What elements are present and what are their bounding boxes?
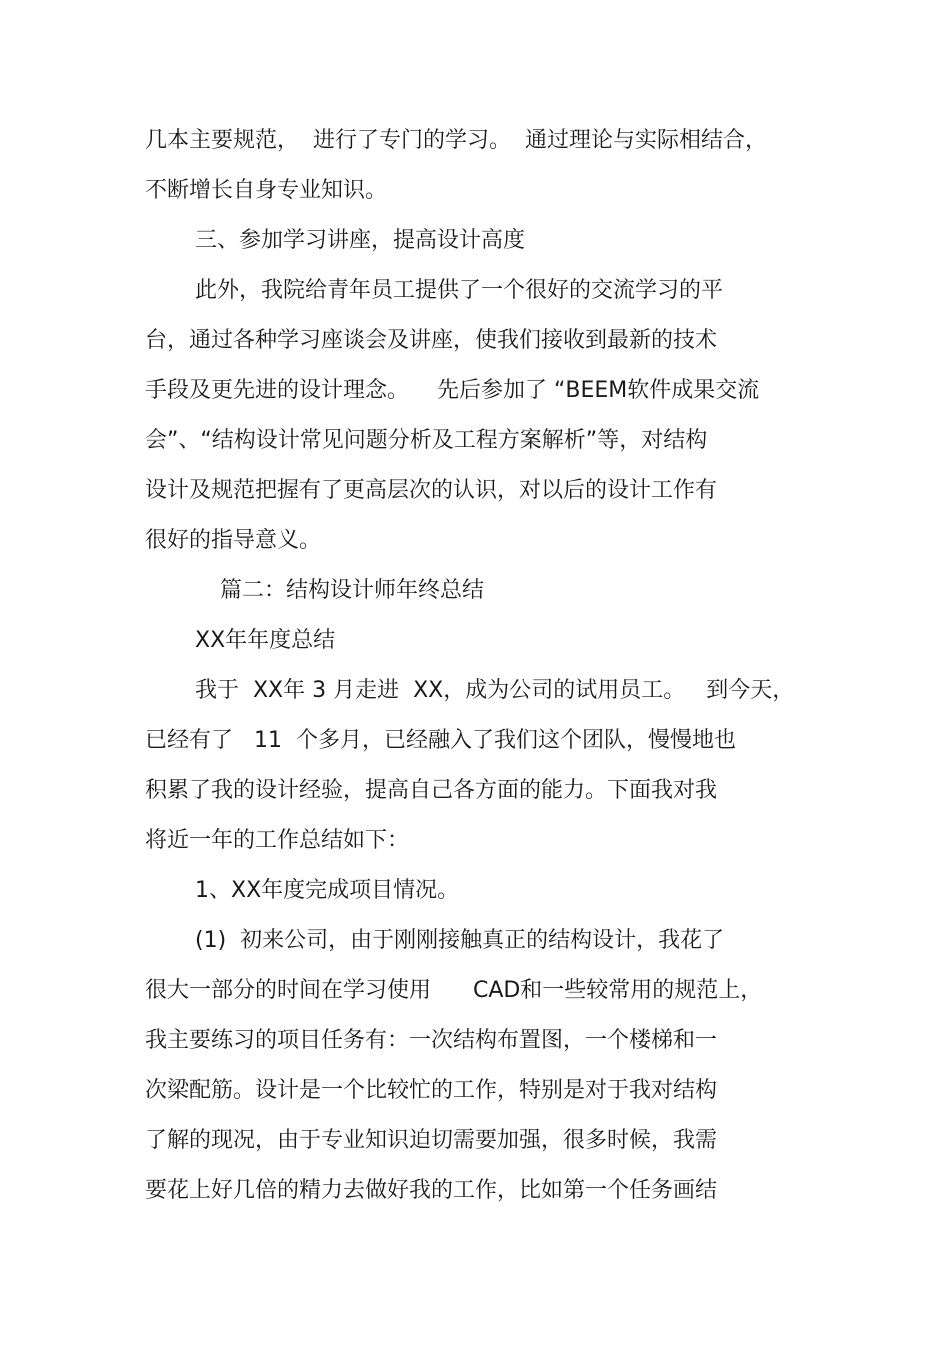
text-line: 手段及更先进的设计理念。 先后参加了 “BEEM软件成果交流 — [145, 378, 760, 403]
text-line: 台，通过各种学习座谈会及讲座，使我们接收到最新的技术 — [145, 328, 718, 353]
text-line: 了解的现况，由于专业知识迫切需要加强，很多时候，我需 — [145, 1128, 718, 1153]
text-line: 要花上好几倍的精力去做好我的工作，比如第一个任务画结 — [145, 1178, 718, 1203]
text-line: 很大一部分的时间在学习使用 CAD和一些较常用的规范上， — [145, 978, 763, 1003]
text-line: (1) 初来公司，由于刚刚接触真正的结构设计，我花了 — [195, 928, 725, 953]
text-line: 会”、“结构设计常见问题分析及工程方案解析”等，对结构 — [145, 428, 708, 453]
text-line: 积累了我的设计经验，提高自己各方面的能力。下面我对我 — [145, 778, 718, 803]
text-line: 此外，我院给青年员工提供了一个很好的交流学习的平 — [195, 278, 724, 303]
text-line: 我主要练习的项目任务有：一次结构布置图，一个楼梯和一 — [145, 1028, 718, 1053]
section-heading: XX年年度总结 — [195, 628, 336, 653]
text-line: 次梁配筋。设计是一个比较忙的工作，特别是对于我对结构 — [145, 1078, 718, 1103]
text-line: 不断增长自身专业知识。 — [145, 178, 388, 203]
text-line: 我于 XX年 3 月走进 XX，成为公司的试用员工。 到今天， — [195, 678, 795, 703]
section-heading: 三、参加学习讲座，提高设计高度 — [195, 228, 526, 253]
text-line: 已经有了 11 个多月，已经融入了我们这个团队，慢慢地也 — [145, 728, 736, 753]
text-line: 很好的指导意义。 — [145, 528, 322, 553]
text-line: 几本主要规范， 进行了专门的学习。 通过理论与实际相结合， — [145, 128, 767, 153]
text-line: 设计及规范把握有了更高层次的认识，对以后的设计工作有 — [145, 478, 718, 503]
text-line: 将近一年的工作总结如下： — [145, 828, 410, 853]
chapter-title: 篇二：结构设计师年终总结 — [220, 578, 485, 603]
section-heading: 1、XX年度完成项目情况。 — [195, 878, 460, 903]
